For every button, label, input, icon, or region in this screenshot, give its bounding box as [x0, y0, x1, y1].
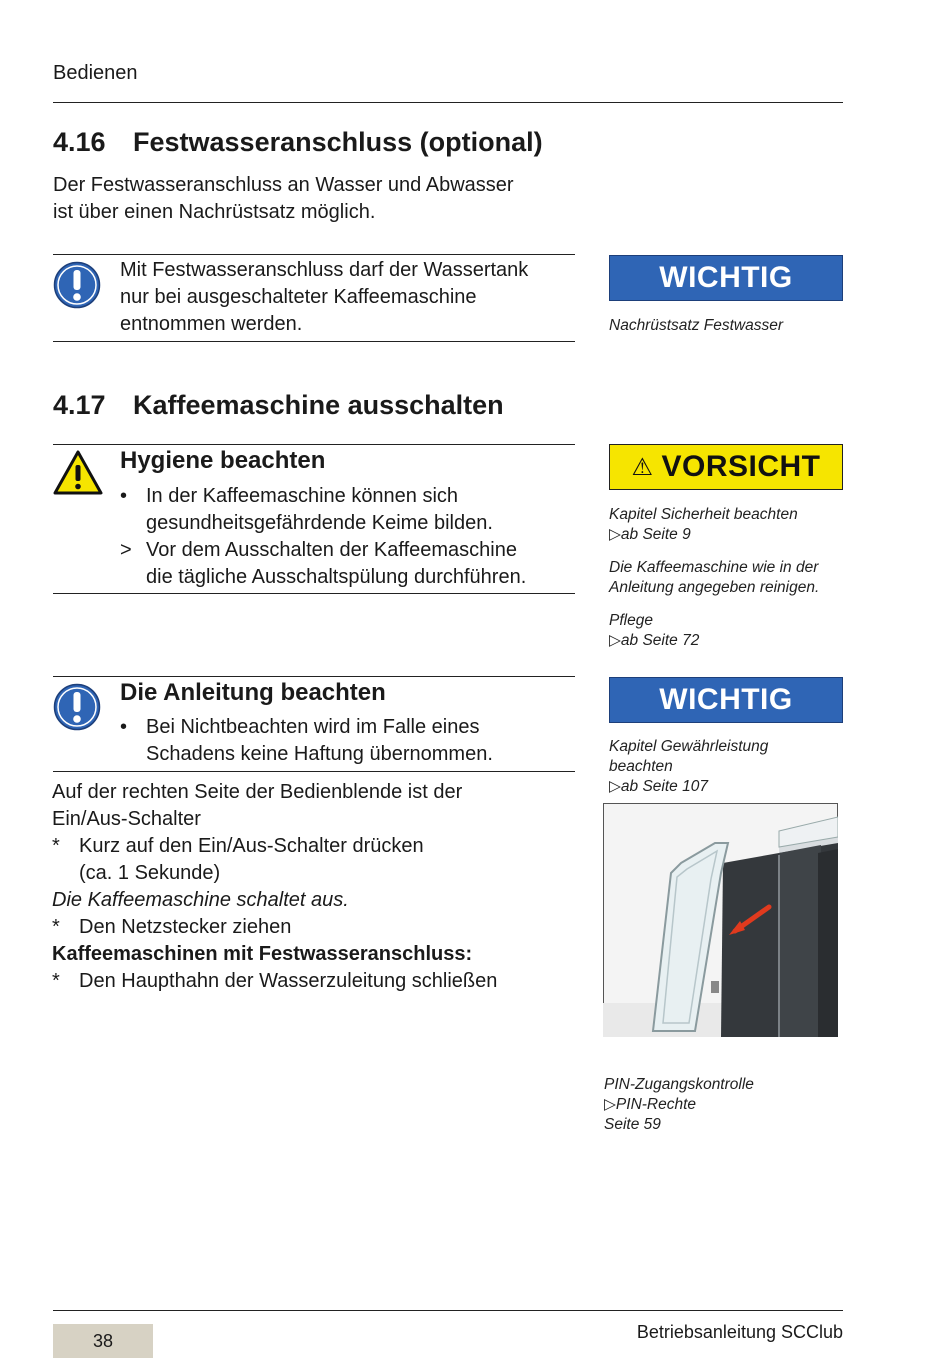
running-header: Bedienen — [53, 62, 138, 84]
body-line: Auf der rechten Seite der Bedienblende ist der — [52, 781, 463, 803]
section-title-4-16 — [53, 127, 543, 158]
note-line: entnommen werden. — [120, 313, 303, 335]
step-mark: * — [52, 916, 60, 938]
info-exclamation-icon — [53, 683, 101, 731]
list-item — [120, 483, 580, 537]
side-note-care: Pflege ▷ab Seite 72 — [609, 612, 700, 649]
switch-off-instructions — [52, 779, 582, 995]
body-line: Ein/Aus-Schalter — [52, 808, 201, 830]
important-badge: WICHTIG — [609, 677, 843, 723]
list-line: Schadens keine Haftung übernommen. — [146, 743, 493, 765]
header-rule — [53, 102, 843, 103]
document-title: Betriebsanleitung SCClub — [636, 1322, 843, 1342]
side-note-retrofit: Nachrüstsatz Festwasser — [609, 317, 783, 334]
list-item — [120, 537, 580, 591]
manual-rule-top — [53, 676, 575, 677]
step-close-valve: * Den Haupthahn der Wasserzuleitung schließen — [52, 968, 582, 995]
step-mark: * — [52, 970, 60, 992]
caution-side-notes — [609, 505, 849, 664]
section-title-4-17 — [53, 390, 504, 421]
warning-sign-icon: ⚠ — [631, 453, 654, 481]
list-line: die tägliche Ausschaltspülung durchführen. — [146, 566, 527, 588]
intro-line: Der Festwasseranschluss an Wasser und Abwasser — [53, 174, 514, 196]
hygiene-rule-bottom — [53, 593, 575, 594]
intro-paragraph — [53, 172, 583, 226]
list-line: Bei Nichtbeachten wird im Falle eines — [146, 716, 480, 738]
info-exclamation-icon — [53, 261, 101, 309]
machine-switch-photo — [603, 803, 838, 1037]
note-line: Mit Festwasseranschluss darf der Wassertank — [120, 259, 529, 281]
water-tank-note — [120, 257, 580, 338]
page-number: 38 — [53, 1324, 153, 1358]
arrow-mark: > — [120, 539, 132, 561]
step-press-switch: * Kurz auf den Ein/Aus-Schalter drücken (ca. 1 Sekunde) — [52, 835, 424, 884]
side-note-pin: PIN-Zugangskontrolle ▷PIN-Rechte Seite 59 — [604, 1076, 754, 1133]
manual-title: Die Anleitung beachten — [120, 679, 386, 706]
section-number: 4.17 — [53, 390, 106, 420]
note-rule-top — [53, 254, 575, 255]
section-title-text: Kaffeemaschine ausschalten — [133, 390, 504, 420]
bullet-mark: • — [120, 716, 128, 738]
bullet-mark: • — [120, 485, 128, 507]
subheading-fixed-water: Kaffeemaschinen mit Festwasseranschluss: — [52, 943, 473, 965]
result-text: Die Kaffeemaschine schaltet aus. — [52, 889, 349, 911]
list-item — [120, 714, 580, 768]
step-mark: * — [52, 835, 60, 857]
list-line: Vor dem Ausschalten der Kaffeemaschine — [146, 539, 517, 561]
side-note-safety: Kapitel Sicherheit beachten ▷ab Seite 9 — [609, 506, 798, 543]
section-number: 4.16 — [53, 127, 106, 157]
hygiene-rule-top — [53, 444, 575, 445]
caution-badge — [609, 444, 843, 490]
note-rule-bottom — [53, 341, 575, 342]
intro-line: ist über einen Nachrüstsatz möglich. — [53, 201, 376, 223]
caution-label: VORSICHT — [661, 450, 821, 483]
section-title-text: Festwasseranschluss (optional) — [133, 127, 543, 157]
footer-rule — [53, 1310, 843, 1311]
list-line: In der Kaffeemaschine können sich — [146, 485, 459, 507]
warning-triangle-icon — [53, 450, 103, 495]
note-line: nur bei ausgeschalteter Kaffeemaschine — [120, 286, 477, 308]
manual-list — [120, 714, 580, 768]
hygiene-title: Hygiene beachten — [120, 447, 326, 474]
step-unplug: * Den Netzstecker ziehen — [52, 914, 582, 941]
side-note-cleaning: Die Kaffeemaschine wie in der Anleitung angegeben reinigen. — [609, 559, 820, 596]
important-badge: WICHTIG — [609, 255, 843, 301]
manual-rule-bottom — [53, 771, 575, 772]
hygiene-list — [120, 483, 580, 591]
side-note-warranty: Kapitel Gewährleistung beachten ▷ab Seite 107 — [609, 738, 769, 795]
list-line: gesundheitsgefährdende Keime bilden. — [146, 512, 493, 534]
